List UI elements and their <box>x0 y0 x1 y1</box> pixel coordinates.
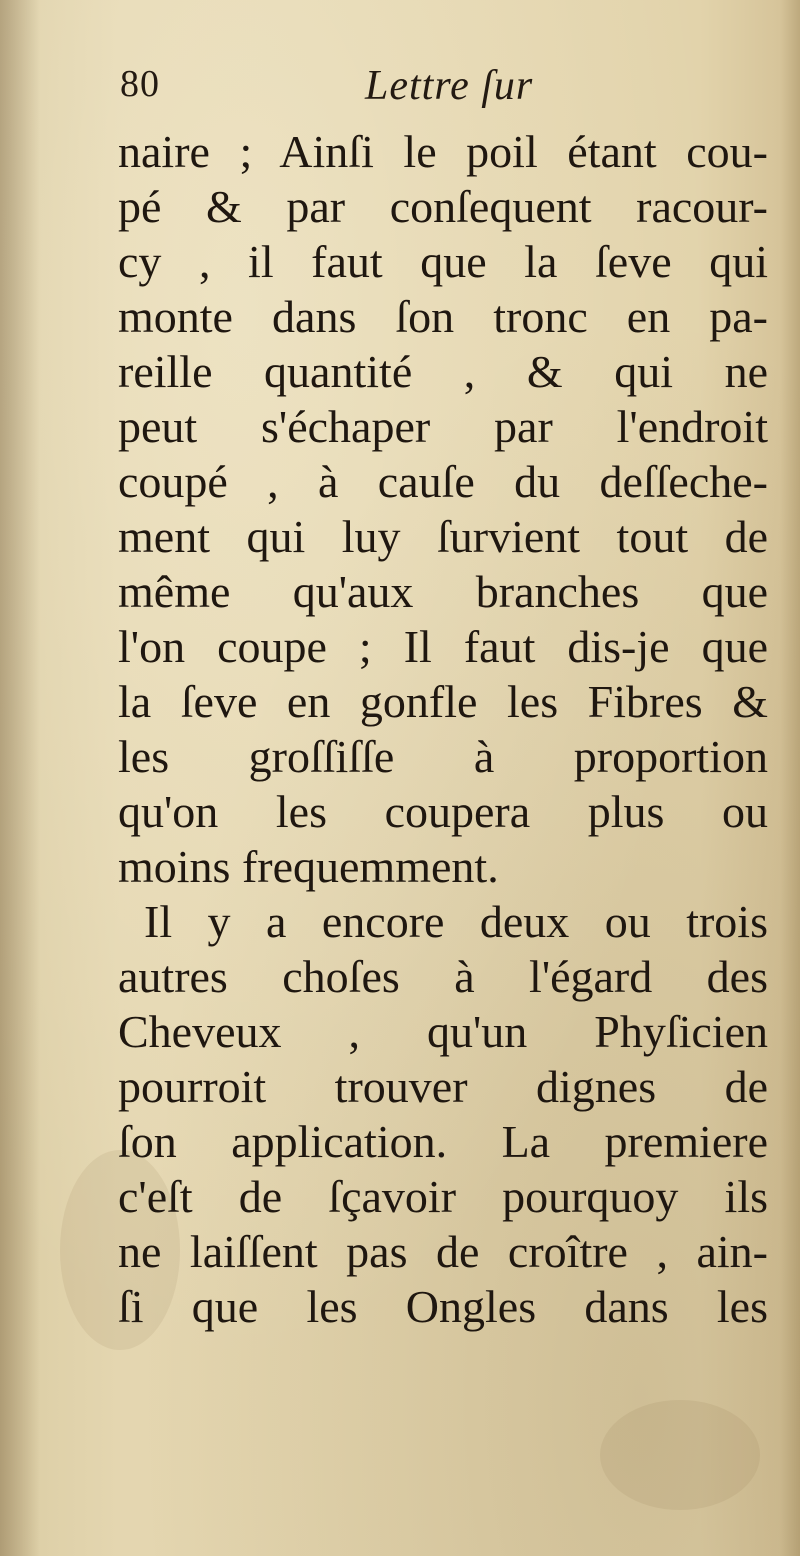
body-text <box>118 124 768 1334</box>
running-head: Lettre ſur <box>365 63 534 109</box>
text-line: naire ; Ainſi le poil étant cou- <box>118 126 768 177</box>
text-line: c'eſt de ſçavoir pourquoy ils <box>118 1171 768 1222</box>
text-line: coupé , à cauſe du deſſeche- <box>118 456 768 507</box>
text-line: ment qui luy ſurvient tout de <box>118 511 768 562</box>
text-line: peut s'échaper par l'endroit <box>118 401 768 452</box>
text-line: ſi que les Ongles dans les <box>118 1281 768 1332</box>
text-line: moins frequemment. <box>118 841 499 892</box>
text-line: ſon application. La premiere <box>118 1116 768 1167</box>
page-header <box>120 62 620 122</box>
text-line: les groſſiſſe à proportion <box>118 731 768 782</box>
text-line: ne laiſſent pas de croître , ain- <box>118 1226 768 1277</box>
text-line: Cheveux , qu'un Phyſicien <box>118 1006 768 1057</box>
text-line: pé & par conſequent racour- <box>118 181 768 232</box>
text-line: l'on coupe ; Il faut dis-je que <box>118 621 768 672</box>
text-line: autres choſes à l'égard des <box>118 951 768 1002</box>
text-line: même qu'aux branches que <box>118 566 768 617</box>
text-line: reille quantité , & qui ne <box>118 346 768 397</box>
page-number: 80 <box>120 63 160 105</box>
text-line: Il y a encore deux ou trois <box>144 896 768 947</box>
page-gutter-shadow <box>0 0 40 1556</box>
text-line: pourroit trouver dignes de <box>118 1061 768 1112</box>
text-line: cy , il faut que la ſeve qui <box>118 236 768 287</box>
paper-stain <box>600 1400 760 1510</box>
text-line: qu'on les coupera plus ou <box>118 786 768 837</box>
text-line: monte dans ſon tronc en pa- <box>118 291 768 342</box>
text-line: la ſeve en gonfle les Fibres & <box>118 676 768 727</box>
